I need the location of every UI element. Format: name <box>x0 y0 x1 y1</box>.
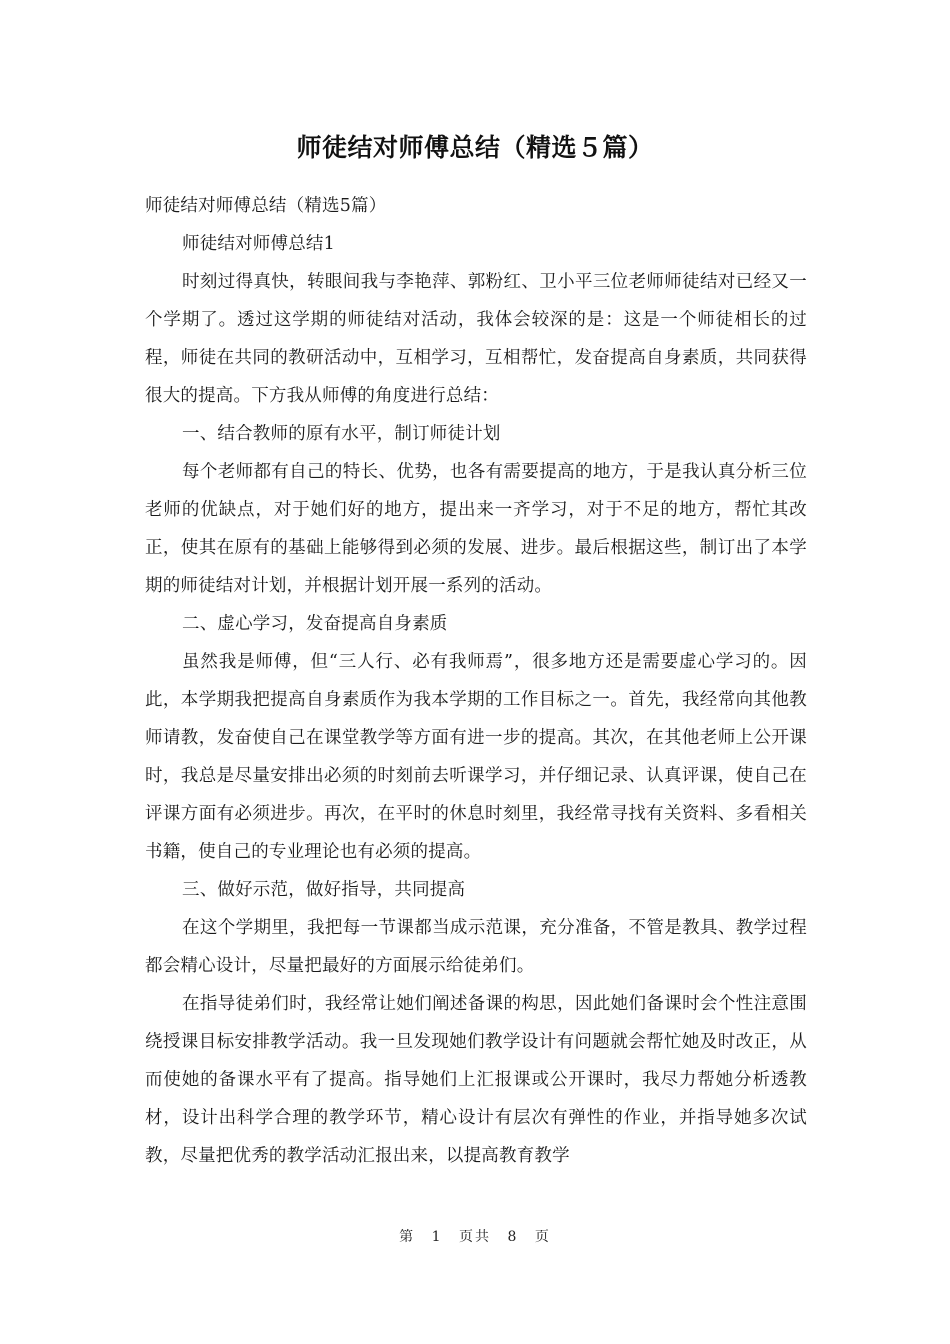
paragraph-guidance: 在指导徒弟们时，我经常让她们阐述备课的构思，因此她们备课时会个性注意围绕授课目标安排教学活动。我一旦发现她们教学设计有问题就会帮忙她及时改正，从而使她的备课水平有了提高。指导她们上汇报课或公开课时，我尽力帮她分析透教材，设计出科学合理的教学环节，精心设计有层次有弹性的作业，并指导她多次试教，尽量把优秀的教学活动汇报出来，以提高教育教学 <box>145 994 807 1166</box>
paragraph-learning: 虽然我是师傅，但“三人行、必有我师焉”，很多地方还是需要虚心学习的。因此，本学期我把提高自身素质作为我本学期的工作目标之一。首先，我经常向其他教师请教，发奋使自己在课堂教学等方面有进一步的提高。其次，在其他老师上公开课时，我总是尽量安排出必须的时刻前去听课学习，并仔细记录、认真评课，使自己在评课方面有必须进步。再次，在平时的休息时刻里，我经常寻找有关资料、多看相关书籍，使自己的专业理论也有必须的提高。 <box>145 652 807 862</box>
footer-middle: 页共 <box>459 1229 491 1245</box>
page-footer <box>0 1226 950 1246</box>
section-heading: 师徒结对师傅总结1 <box>182 234 335 254</box>
heading-1: 一、结合教师的原有水平，制订师徒计划 <box>182 424 501 444</box>
footer-page-number: 1 <box>431 1229 443 1245</box>
document-title: 师徒结对师傅总结（精选５篇） <box>296 133 654 162</box>
document-body <box>145 187 807 1175</box>
paragraph-plan: 每个老师都有自己的特长、优势，也各有需要提高的地方，于是我认真分析三位老师的优缺点，对于她们好的地方，提出来一齐学习，对于不足的地方，帮忙其改正，使其在原有的基础上能够得到必须的发展、进步。最后根据这些，制订出了本学期的师徒结对计划，并根据计划开展一系列的活动。 <box>145 462 807 596</box>
document-subtitle: 师徒结对师傅总结（精选5篇） <box>145 196 387 216</box>
paragraph-intro: 时刻过得真快，转眼间我与李艳萍、郭粉红、卫小平三位老师师徒结对已经又一个学期了。透过这学期的师徒结对活动，我体会较深的是：这是一个师徒相长的过程，师徒在共同的教研活动中，互相学习，互相帮忙，发奋提高自身素质，共同获得很大的提高。下方我从师傅的角度进行总结： <box>145 272 807 406</box>
heading-3: 三、做好示范，做好指导，共同提高 <box>182 880 466 900</box>
footer-prefix: 第 <box>399 1229 416 1245</box>
paragraph-demo: 在这个学期里，我把每一节课都当成示范课，充分准备，不管是教具、教学过程都会精心设计，尽量把最好的方面展示给徒弟们。 <box>145 918 807 976</box>
footer-suffix: 页 <box>534 1229 551 1245</box>
heading-2: 二、虚心学习，发奋提高自身素质 <box>182 614 448 634</box>
footer-total-pages: 8 <box>507 1229 519 1245</box>
